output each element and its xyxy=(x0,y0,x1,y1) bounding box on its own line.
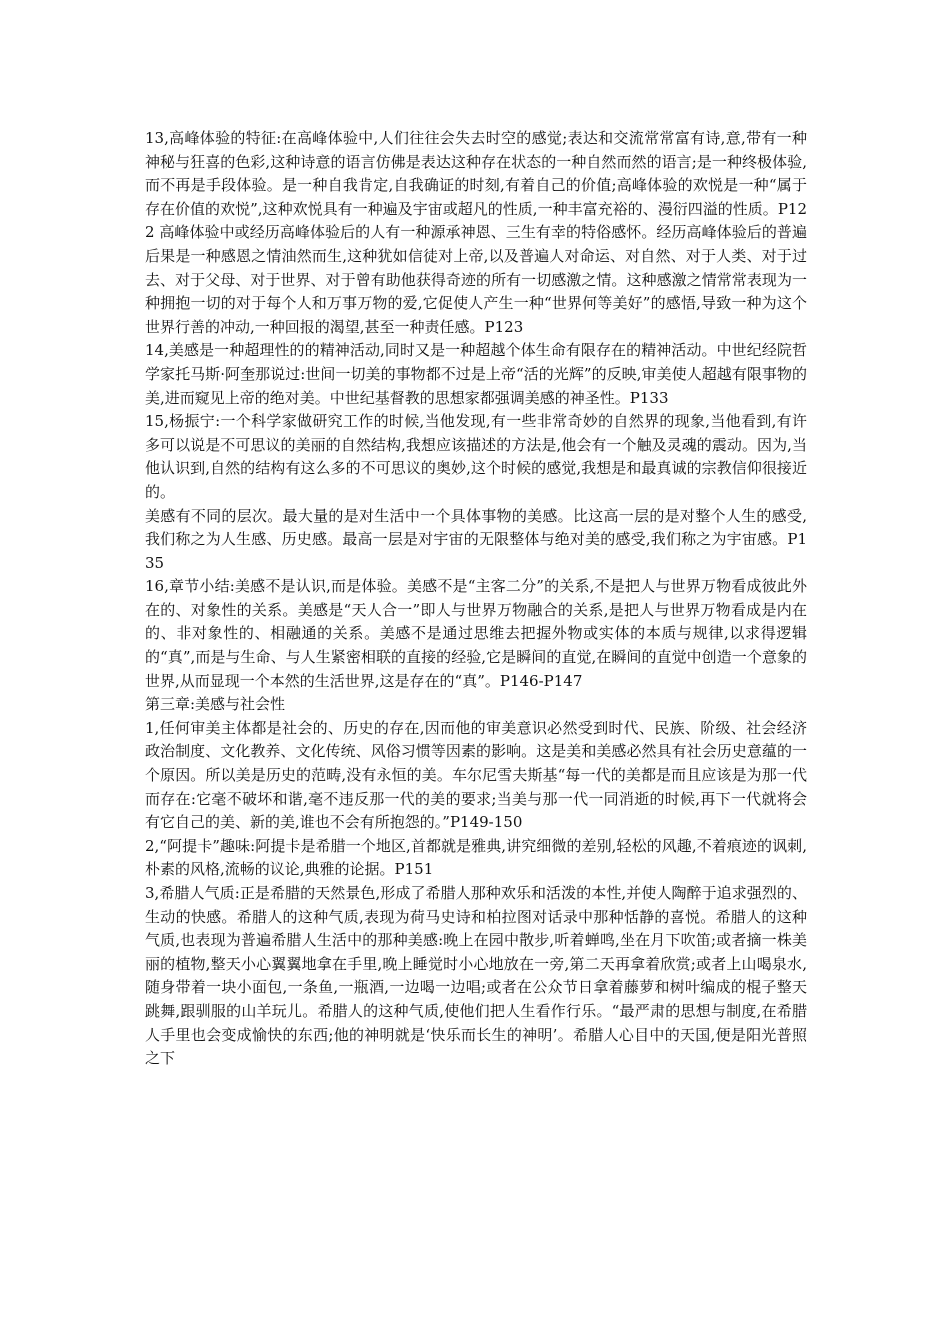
document-page xyxy=(145,127,807,1071)
paragraph-13-peak-experience: 13,高峰体验的特征:在高峰体验中,人们往往会失去时空的感觉;表达和交流常常富有诗,意,带有一种神秘与狂喜的色彩,这种诗意的语言仿佛是表达这种存在状态的一种自然而然的语言;是一种终极体验,而不再是手段体验。是一种自我肯定,自我确证的时刻,有着自己的价值;高峰体验的欢悦是一种“属于存在价值的欢悦”,这种欢悦具有一种遍及宇宙或超凡的性质,一种丰富充裕的、漫衍四溢的性质。P122 高峰体验中或经历高峰体验后的人有一种源承神恩、三生有幸的特俗感怀。经历高峰体验后的普遍后果是一种感恩之情油然而生,这种犹如信徒对上帝,以及普遍人对命运、对自然、对于人类、对于过去、对于父母、对于世界、对于曾有助他获得奇迹的所有一切感激之情。这种感激之情常常表现为一种拥抱一切的对于每个人和万事万物的爱,它促使人产生一种“世界何等美好”的感悟,导致一种为这个世界行善的冲动,一种回报的渴望,甚至一种责任感。P123 xyxy=(145,129,807,336)
paragraph-16-chapter-summary: 16,章节小结:美感不是认识,而是体验。美感不是“主客二分”的关系,不是把人与世界万物看成彼此外在的、对象性的关系。美感是“天人合一”即人与世界万物融合的关系,是把人与世界万物看成是内在的、非对象性的、相融通的关系。美感不是通过思维去把握外物或实体的本质与规律,以求得逻辑的“真”,而是与生命、与人生紧密相联的直接的经验,它是瞬间的直觉,在瞬间的直觉中创造一个意象的世界,从而显现一个本然的生活世界,这是存在的“真”。P146-P147 xyxy=(145,577,807,690)
paragraph-1-social-history: 1,任何审美主体都是社会的、历史的存在,因而他的审美意识必然受到时代、民族、阶级、社会经济政治制度、文化教养、文化传统、风俗习惯等因素的影响。这是美和美感必然具有社会历史意蕴的一个原因。所以美是历史的范畴,没有永恒的美。车尔尼雪夫斯基“每一代的美都是而且应该是为那一代而存在:它毫不破坏和谐,毫不违反那一代的美的要求;当美与那一代一同消逝的时候,再下一代就将会有它自己的美、新的美,谁也不会有所抱怨的。”P149-150 xyxy=(145,718,807,832)
paragraph-15-yang-zhenning: 15,杨振宁:一个科学家做研究工作的时候,当他发现,有一些非常奇妙的自然界的现象,当他看到,有许多可以说是不可思议的美丽的自然结构,我想应该描述的方法是,他会有一个触及灵魂的震动。因为,当他认识到,自然的结构有这么多的不可思议的奥妙,这个时候的感觉,我想是和最真诚的宗教信仰很接近的。 xyxy=(145,412,807,501)
paragraph-3-greek-temperament: 3,希腊人气质:正是希腊的天然景色,形成了希腊人那种欢乐和活泼的本性,并使人陶醉于追求强烈的、生动的快感。希腊人的这种气质,表现为荷马史诗和柏拉图对话录中那种恬静的喜悦。希腊人的这种气质,也表现为普遍希腊人生活中的那种美感:晚上在园中散步,听着蝉鸣,坐在月下吹笛;或者摘一株美丽的植物,整天小心翼翼地拿在手里,晚上睡觉时小心地放在一旁,第二天再拿着欣赏;或者上山喝泉水,随身带着一块小面包,一条鱼,一瓶酒,一边喝一边唱;或者在公众节日拿着藤萝和树叶编成的棍子整天跳舞,跟驯服的山羊玩儿。希腊人的这种气质,使他们把人生看作行乐。“最严肃的思想与制度,在希腊人手里也会变成愉快的东西;他的神明就是‘快乐而长生的神明’。希腊人心目中的天国,便是阳光普照之下 xyxy=(145,884,807,1068)
paragraph-aesthetic-levels: 美感有不同的层次。最大量的是对生活中一个具体事物的美感。比这高一层的是对整个人生的感受,我们称之为人生感、历史感。最高一层是对宇宙的无限整体与绝对美的感受,我们称之为宇宙感。P135 xyxy=(145,506,807,572)
paragraph-2-attic-taste: 2,“阿提卡”趣味:阿提卡是希腊一个地区,首都就是雅典,讲究细微的差别,轻松的风趣,不着痕迹的讽刺,朴素的风格,流畅的议论,典雅的论据。P151 xyxy=(145,836,807,879)
paragraph-14-aesthetic-transcendence: 14,美感是一种超理性的的精神活动,同时又是一种超越个体生命有限存在的精神活动。中世纪经院哲学家托马斯·阿奎那说过:世间一切美的事物都不过是上帝“活的光辉”的反映,审美使人超越有限事物的美,进而窥见上帝的绝对美。中世纪基督教的思想家都强调美感的神圣性。P133 xyxy=(145,341,807,407)
chapter-three-heading: 第三章:美感与社会性 xyxy=(145,695,286,714)
